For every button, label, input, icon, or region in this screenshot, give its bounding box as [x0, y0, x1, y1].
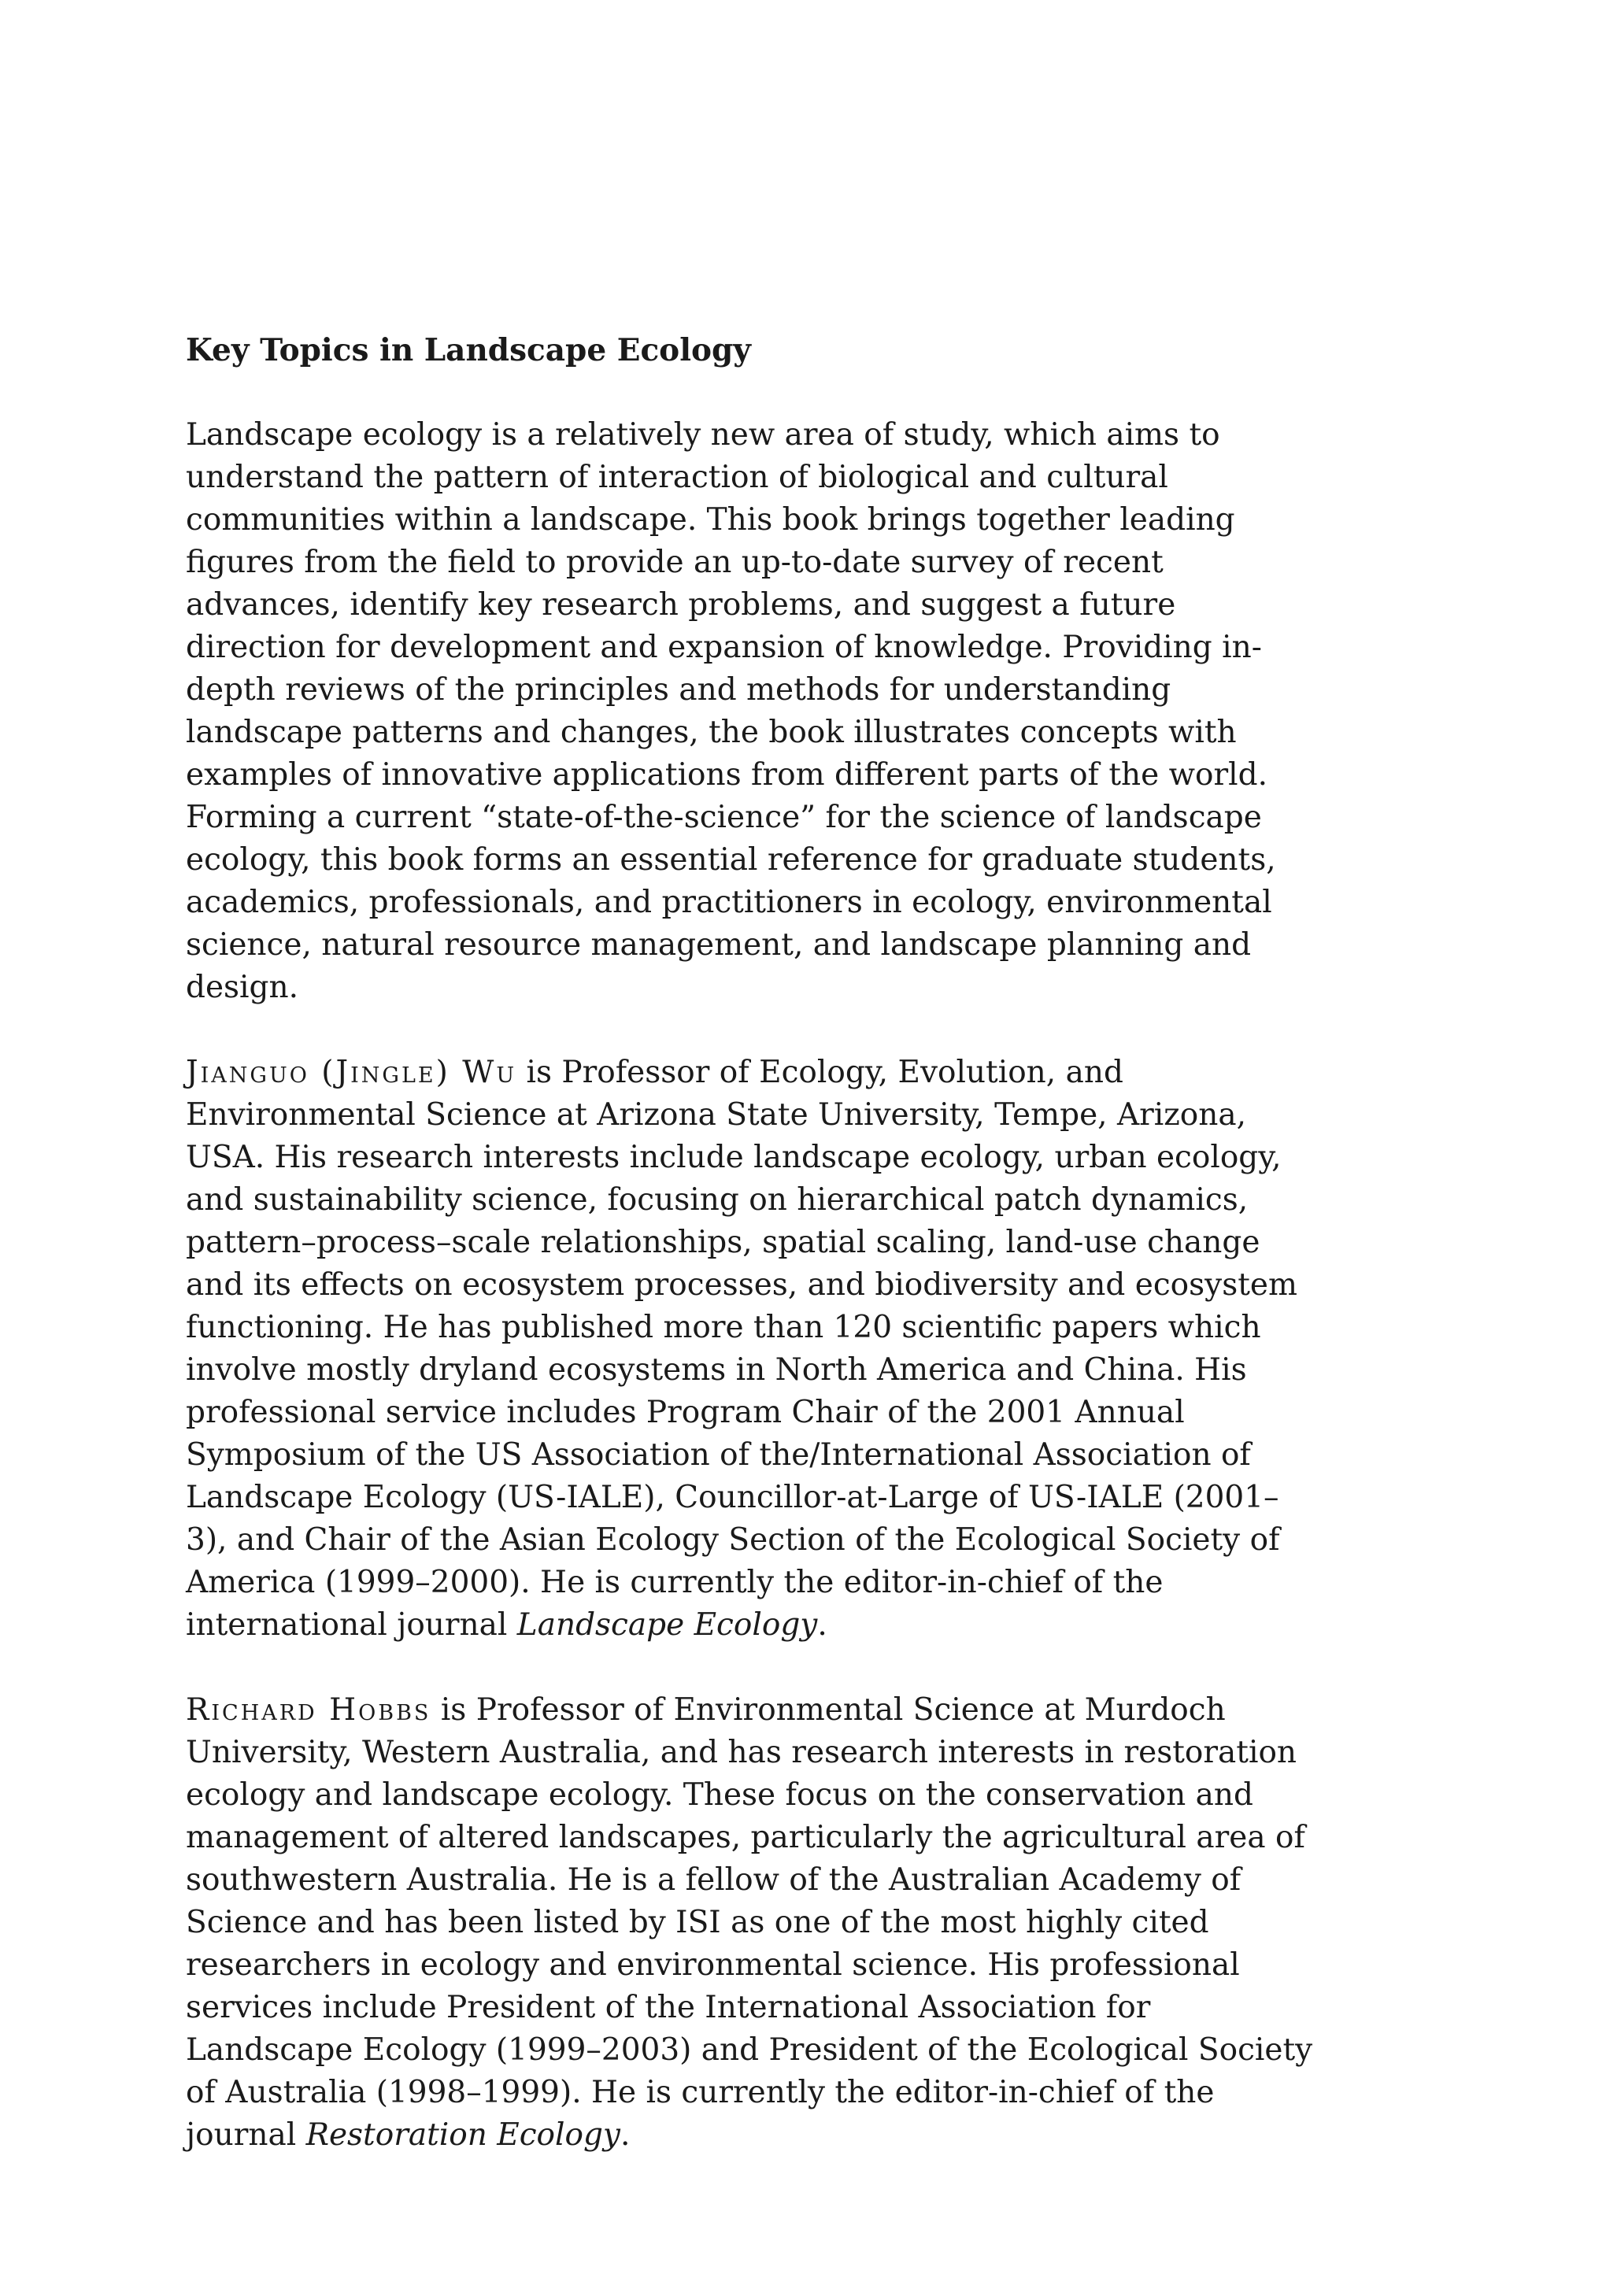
book-description: Landscape ecology is a relatively new area of study, which aims to understand the pattern of interaction of biological and cultural communities within a landscape. This book brings together leading figures from the field to provide an up-to-date survey of recent advances, identify key research problems, and suggest a future direction for development and expansion of knowledge. Providing in-depth reviews of the principles and methods for understanding landscape patterns and changes, the book illustrates concepts with examples of innovative applications from different parts of the world. Forming a current “state-of-the-science” for the science of landscape ecology, this book forms an essential reference for graduate students, academics, professionals, and practitioners in ecology, environmental science, natural resource management, and landscape planning and design.	[186, 417, 1276, 1005]
book-title: Key Topics in Landscape Ecology	[186, 332, 751, 368]
author-name: Richard Hobbs	[186, 1692, 431, 1728]
author-name: Jianguo (Jingle) Wu	[186, 1055, 517, 1090]
journal-title: Landscape Ecology	[516, 1607, 818, 1643]
journal-title: Restoration Ecology	[305, 2117, 620, 2153]
bio-end: .	[817, 1607, 827, 1643]
author-bio-hobbs	[186, 1689, 1319, 2157]
bio-end: .	[620, 2117, 631, 2153]
book-blurb	[186, 329, 1319, 2199]
author-bio-text: is Professor of Ecology, Evolution, and Environmental Science at Arizona State University, Tempe, Arizona, USA. His research interests include landscape ecology, urban ecology, and sustainability science, focusing on hierarchical patch dynamics, pattern–process–scale relationships, spatial scaling, land-use change and its effects on ecosystem processes, and biodiversity and ecosystem functioning. He has published more than 120 scientific papers which involve mostly dryland ecosystems in North America and China. His professional service includes Program Chair of the 2001 Annual Symposium of the US Association of the/International Association of Landscape Ecology (US-IALE), Councillor-at-Large of US-IALE (2001–3), and Chair of the Asian Ecology Section of the Ecological Society of America (1999–2000). He is currently the editor-in-chief of the international journal	[186, 1055, 1297, 1643]
author-bio-wu	[186, 1052, 1319, 1647]
author-bio-text: is Professor of Environmental Science at Murdoch University, Western Australia, and has research interests in restoration ecology and landscape ecology. These focus on the conservation and management of altered landscapes, particularly the agricultural area of southwestern Australia. He is a fellow of the Australian Academy of Science and has been listed by ISI as one of the most highly cited researchers in ecology and environmental science. His professional services include President of the International Association for Landscape Ecology (1999–2003) and President of the Ecological Society of Australia (1998–1999). He is currently the editor-in-chief of the journal	[186, 1692, 1313, 2153]
